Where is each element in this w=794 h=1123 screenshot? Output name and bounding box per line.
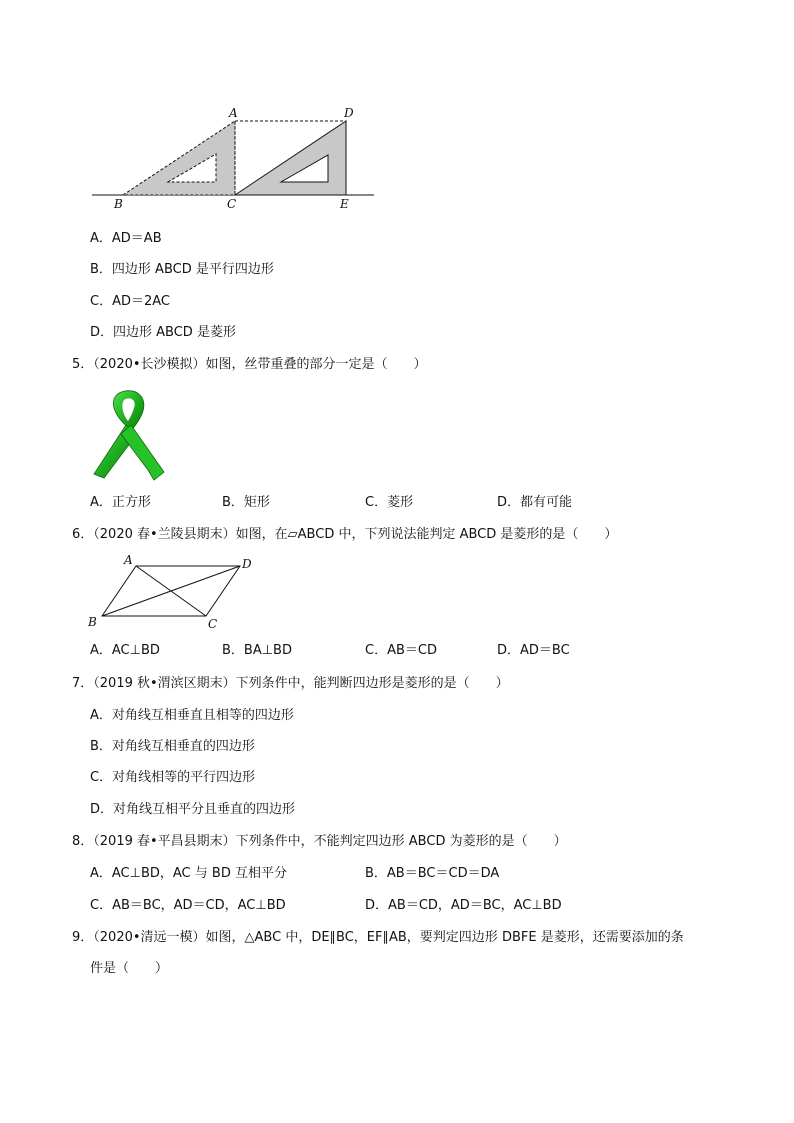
label-C: C (208, 617, 218, 631)
q6-stem: 6．（2020 春•兰陵县期末）如图，在▱ABCD 中，下列说法能判定 ABCD 是菱形的是（ ） (72, 527, 618, 542)
label-A: A (229, 106, 238, 120)
label-A: A (124, 553, 133, 567)
q6-option-c[interactable]: C．AB＝CD (365, 643, 437, 658)
q7-option-d[interactable]: D．对角线互相平分且垂直的四边形 (90, 802, 296, 817)
label-D: D (344, 106, 354, 120)
q4-option-d[interactable]: D．四边形 ABCD 是菱形 (90, 325, 236, 340)
q7-option-a[interactable]: A．对角线互相垂直且相等的四边形 (90, 708, 294, 723)
q9-stem-line2: 件是（ ） (90, 961, 169, 976)
q4-option-c[interactable]: C．AD＝2AC (90, 294, 170, 309)
q8-option-d[interactable]: D．AB＝CD，AD＝BC，AC⊥BD (365, 898, 562, 913)
q5-stem: 5．（2020•长沙模拟）如图，丝带重叠的部分一定是（ ） (72, 357, 427, 372)
label-D: D (242, 557, 252, 571)
q8-option-c[interactable]: C．AB＝BC，AD＝CD，AC⊥BD (90, 898, 286, 913)
label-B: B (88, 615, 97, 629)
q5-option-d[interactable]: D．都有可能 (497, 495, 573, 510)
label-C: C (227, 197, 237, 211)
q5-option-a[interactable]: A．正方形 (90, 495, 151, 510)
label-B: B (114, 197, 123, 211)
q6-option-d[interactable]: D．AD＝BC (497, 643, 570, 658)
parallelogram-figure (84, 552, 264, 634)
q5-option-c[interactable]: C．菱形 (365, 495, 414, 510)
q4-option-b[interactable]: B．四边形 ABCD 是平行四边形 (90, 262, 274, 277)
q4-option-a[interactable]: A．AD＝AB (90, 231, 162, 246)
label-E: E (340, 197, 349, 211)
q8-option-b[interactable]: B．AB＝BC＝CD＝DA (365, 866, 500, 881)
q7-option-b[interactable]: B．对角线互相垂直的四边形 (90, 739, 255, 754)
green-ribbon-icon (90, 388, 168, 482)
q6-option-b[interactable]: B．BA⊥BD (222, 643, 292, 658)
q6-option-a[interactable]: A．AC⊥BD (90, 643, 160, 658)
q8-option-a[interactable]: A．AC⊥BD，AC 与 BD 互相平分 (90, 866, 287, 881)
q7-stem: 7．（2019 秋•渭滨区期末）下列条件中，能判断四边形是菱形的是（ ） (72, 676, 509, 691)
q7-option-c[interactable]: C．对角线相等的平行四边形 (90, 770, 256, 785)
set-squares-figure (88, 104, 388, 214)
q5-option-b[interactable]: B．矩形 (222, 495, 270, 510)
q8-stem: 8．（2019 春•平昌县期末）下列条件中，不能判定四边形 ABCD 为菱形的是（ ） (72, 834, 567, 849)
q9-stem-line1: 9．（2020•清远一模）如图，△ABC 中，DE∥BC，EF∥AB，要判定四边形 DBFE 是菱形，还需要添加的条 (72, 930, 684, 945)
